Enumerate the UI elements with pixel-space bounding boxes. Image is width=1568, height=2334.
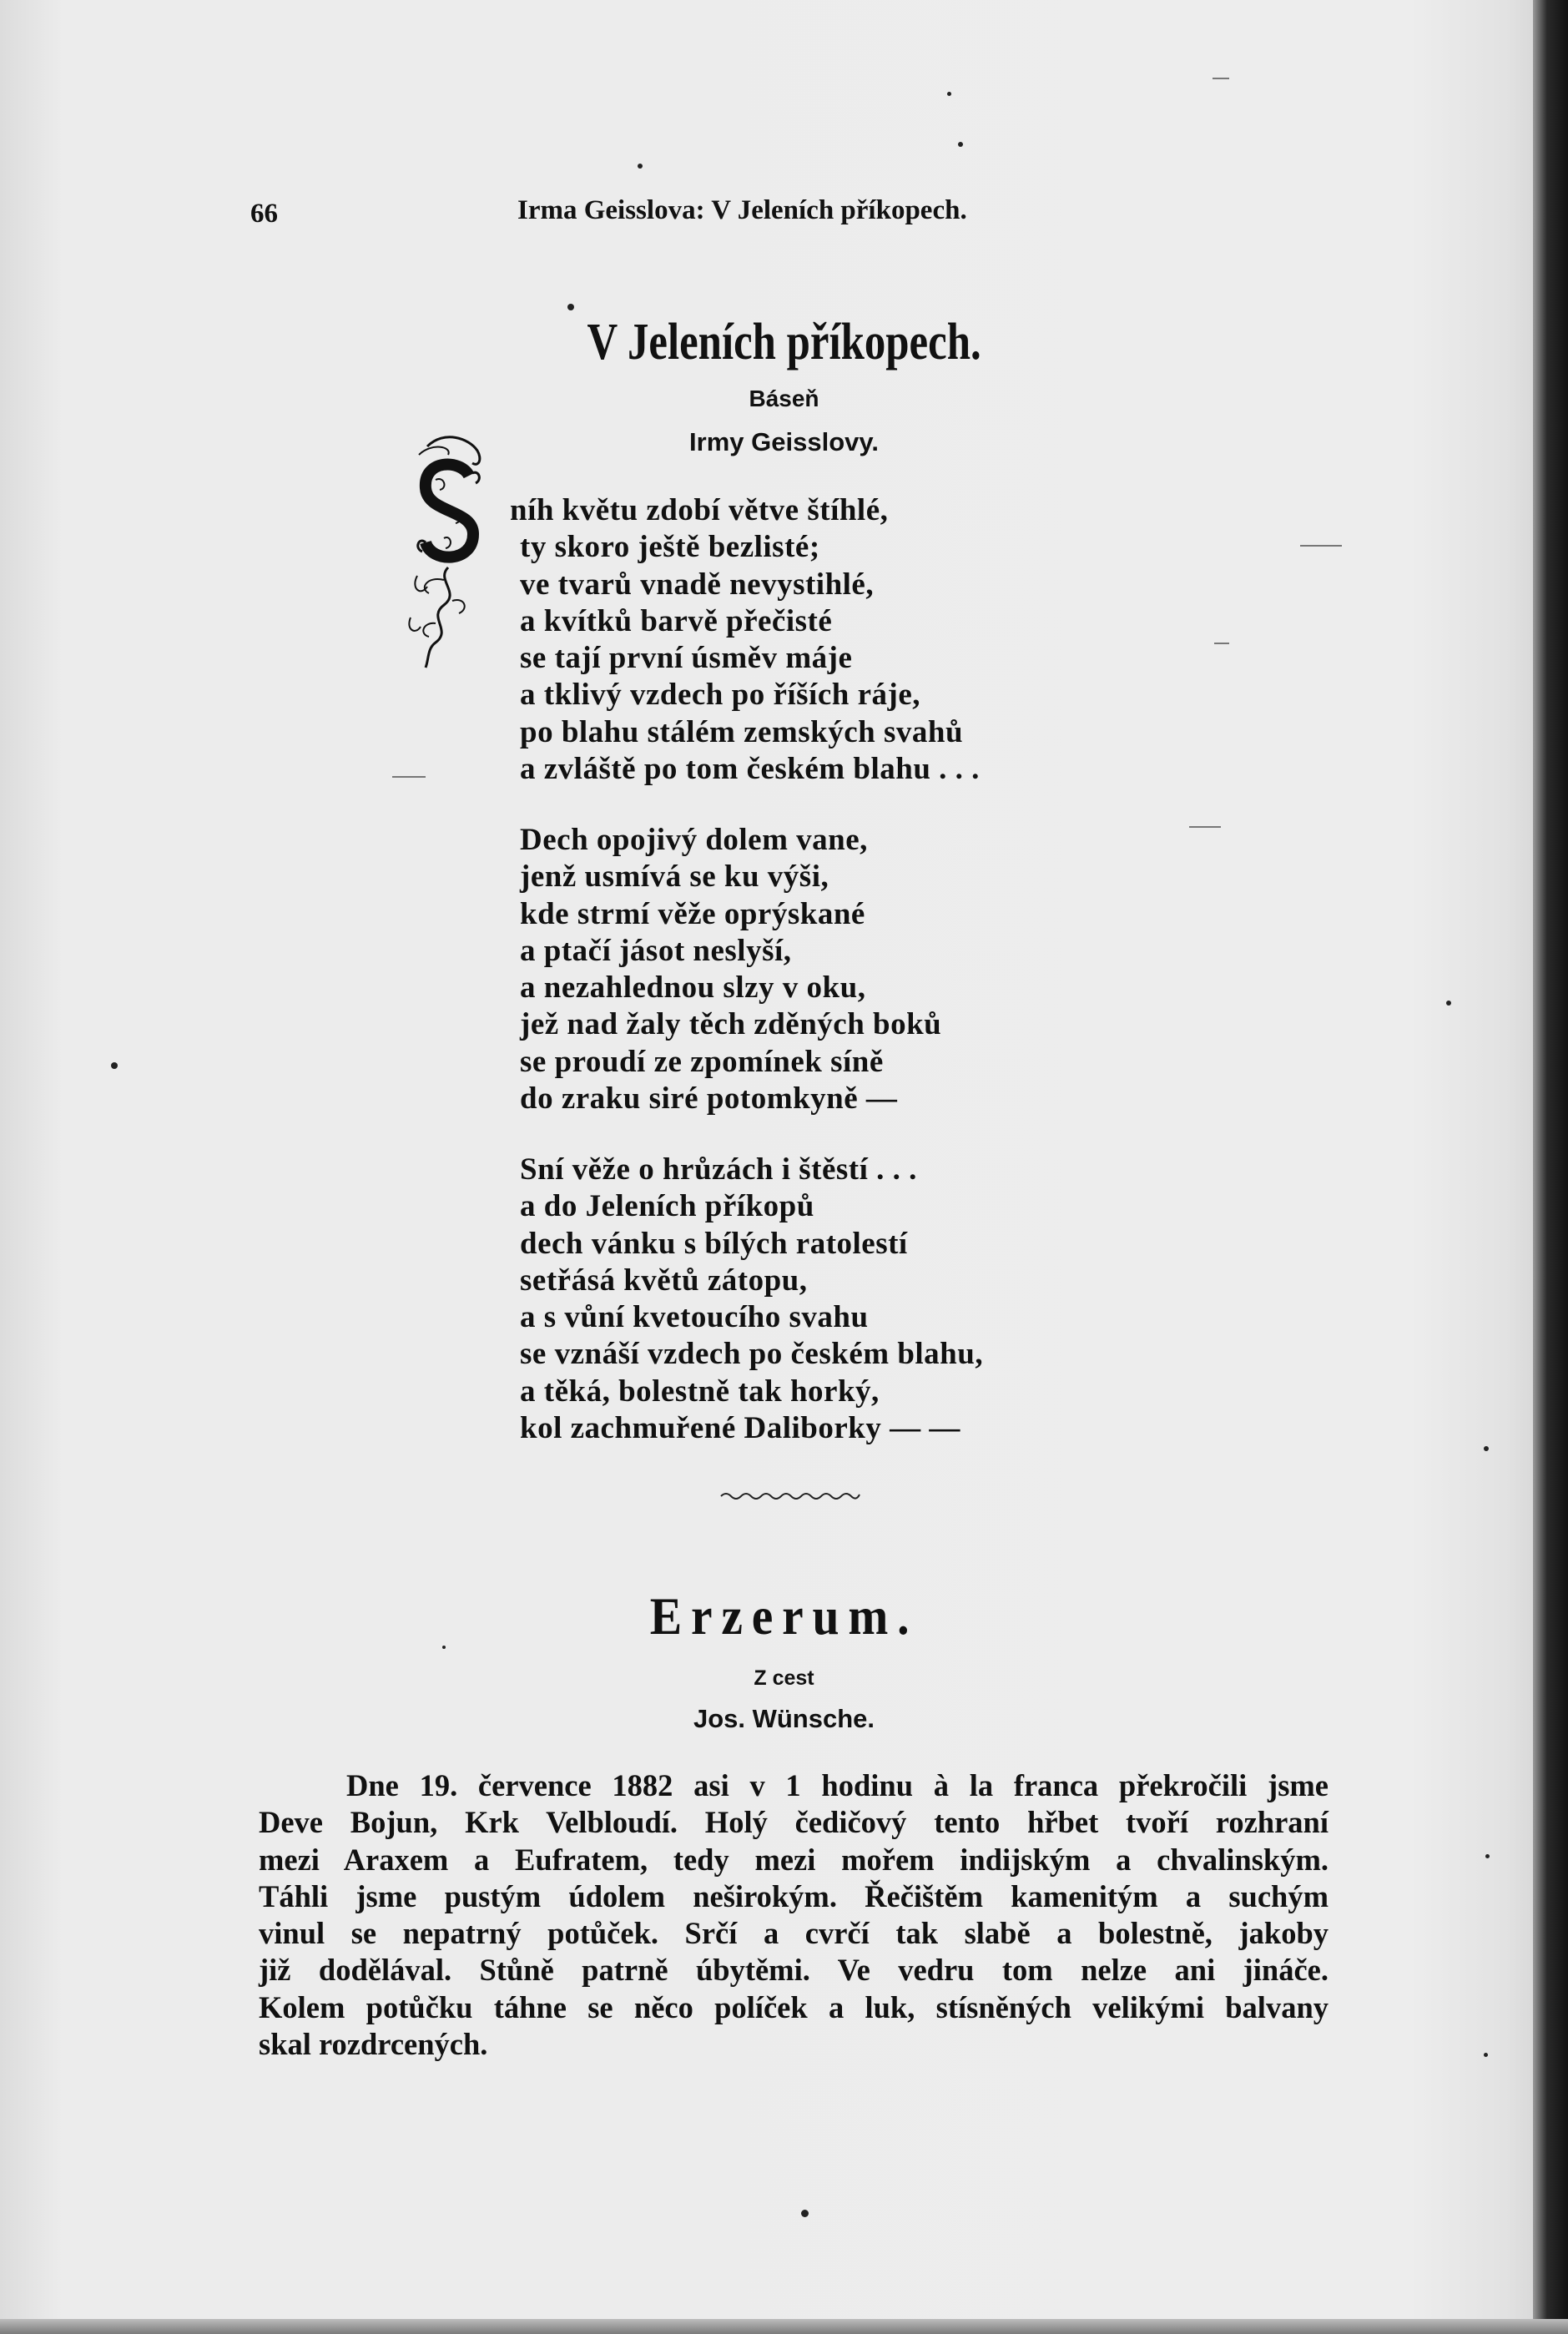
poem-line: a těká, bolestně tak horký, xyxy=(520,1374,880,1409)
article-author: Jos. Wünsche. xyxy=(693,1704,875,1733)
poem-genre: Báseň xyxy=(749,386,819,411)
poem-line: a tklivý vzdech po říších ráje, xyxy=(520,678,921,713)
article-line: Dne 19. července 1882 asi v 1 hodinu à la franca překročili jsme xyxy=(346,1768,1329,1802)
article-line: mezi Araxem a Eufratem, tedy mezi mořem indijským a chvalinským. xyxy=(259,1842,1329,1877)
page-number: 66 xyxy=(250,199,278,229)
article-title: Erzerum. xyxy=(649,1586,919,1646)
scan-speck xyxy=(1446,1001,1451,1006)
page-edge-shadow xyxy=(1533,0,1568,2334)
scan-mark xyxy=(1189,826,1221,828)
scan-speck xyxy=(442,1646,446,1649)
poem-line: se tají první úsměv máje xyxy=(520,641,853,676)
section-divider-ornament xyxy=(719,1488,861,1503)
poem-line: a kvítků barvě přečisté xyxy=(520,603,833,638)
poem-line: a do Jeleních příkopů xyxy=(520,1189,814,1224)
scan-mark xyxy=(392,776,426,778)
article-line: skal rozdrcených. xyxy=(259,2027,488,2062)
poem-line: a nezahlednou slzy v oku, xyxy=(520,970,866,1006)
scan-speck xyxy=(947,92,951,96)
article-line: Táhli jsme pustým údolem neširokým. Řečištěm kamenitým a suchým xyxy=(259,1878,1329,1913)
article-line: Deve Bojun, Krk Velbloudí. Holý čedičový tento hřbet tvoří rozhraní xyxy=(259,1805,1329,1840)
decorated-initial-s xyxy=(402,430,502,672)
poem-line: jež nad žaly těch zděných boků xyxy=(520,1007,942,1042)
scan-speck xyxy=(1484,1446,1489,1451)
poem-line: ty skoro ještě bezlisté; xyxy=(520,530,820,565)
poem-line: níh květu zdobí větve štíhlé, xyxy=(510,493,889,527)
poem-line: kol zachmuřené Daliborky — — xyxy=(520,1411,960,1446)
poem-stanza-2 xyxy=(520,822,941,1117)
scan-speck xyxy=(567,304,574,310)
poem-line: Dech opojivý dolem vane, xyxy=(520,823,868,857)
article-line: vinul se nepatrný potůček. Srčí a cvrčí tak slabě a bolestně, jakoby xyxy=(259,1916,1329,1951)
article-line: Kolem potůčku táhne se něco políček a luk, stísněných velikými balvany xyxy=(259,1989,1329,2024)
poem-line: ve tvarů vnadě nevystihlé, xyxy=(520,567,875,602)
page-bottom-edge xyxy=(0,2319,1568,2334)
poem-line: kde strmí věže oprýskané xyxy=(520,896,865,931)
poem-line: jenž usmívá se ku výši, xyxy=(520,859,829,895)
scan-speck xyxy=(801,2210,809,2217)
scan-mark xyxy=(1213,78,1229,79)
poem-line: a s vůní kvetoucího svahu xyxy=(520,1300,869,1335)
poem-line: se vznáší vzdech po českém blahu, xyxy=(520,1337,984,1372)
poem-author: Irmy Geisslovy. xyxy=(689,427,879,456)
scan-speck xyxy=(958,142,963,147)
poem-line: setřásá květů zátopu, xyxy=(520,1263,808,1298)
poem-line: Sní věže o hrůzách i štěstí . . . xyxy=(520,1152,917,1187)
scan-speck xyxy=(1484,2053,1488,2057)
poem-stanza-1 xyxy=(510,492,980,788)
scan-speck xyxy=(111,1062,118,1069)
article-line: již dodělával. Stůně patrně úbytěmi. Ve vedru tom nelze ani jináče. xyxy=(259,1953,1329,1988)
page-header xyxy=(250,190,1043,232)
poem-line: a zvláště po tom českém blahu . . . xyxy=(520,752,980,787)
article-body xyxy=(259,1767,1329,2063)
poem-line: se proudí ze zpomínek síně xyxy=(520,1044,884,1079)
poem-title: V Jeleních příkopech. xyxy=(587,314,981,371)
scan-speck xyxy=(1485,1854,1490,1858)
decorated-initial xyxy=(402,430,502,672)
poem-line: a ptačí jásot neslyší, xyxy=(520,933,792,968)
poem-line: do zraku siré potomkyně — xyxy=(520,1081,898,1117)
running-head: Irma Geisslova: V Jeleních příkopech. xyxy=(517,195,967,225)
poem-line: dech vánku s bílých ratolestí xyxy=(520,1226,908,1261)
scan-mark xyxy=(1214,643,1229,644)
scan-speck xyxy=(638,164,643,169)
poem-line: po blahu stálém zemských svahů xyxy=(520,714,964,749)
article-genre: Z cest xyxy=(754,1666,814,1690)
scan-mark xyxy=(1300,545,1342,547)
poem-stanza-3 xyxy=(520,1152,983,1447)
